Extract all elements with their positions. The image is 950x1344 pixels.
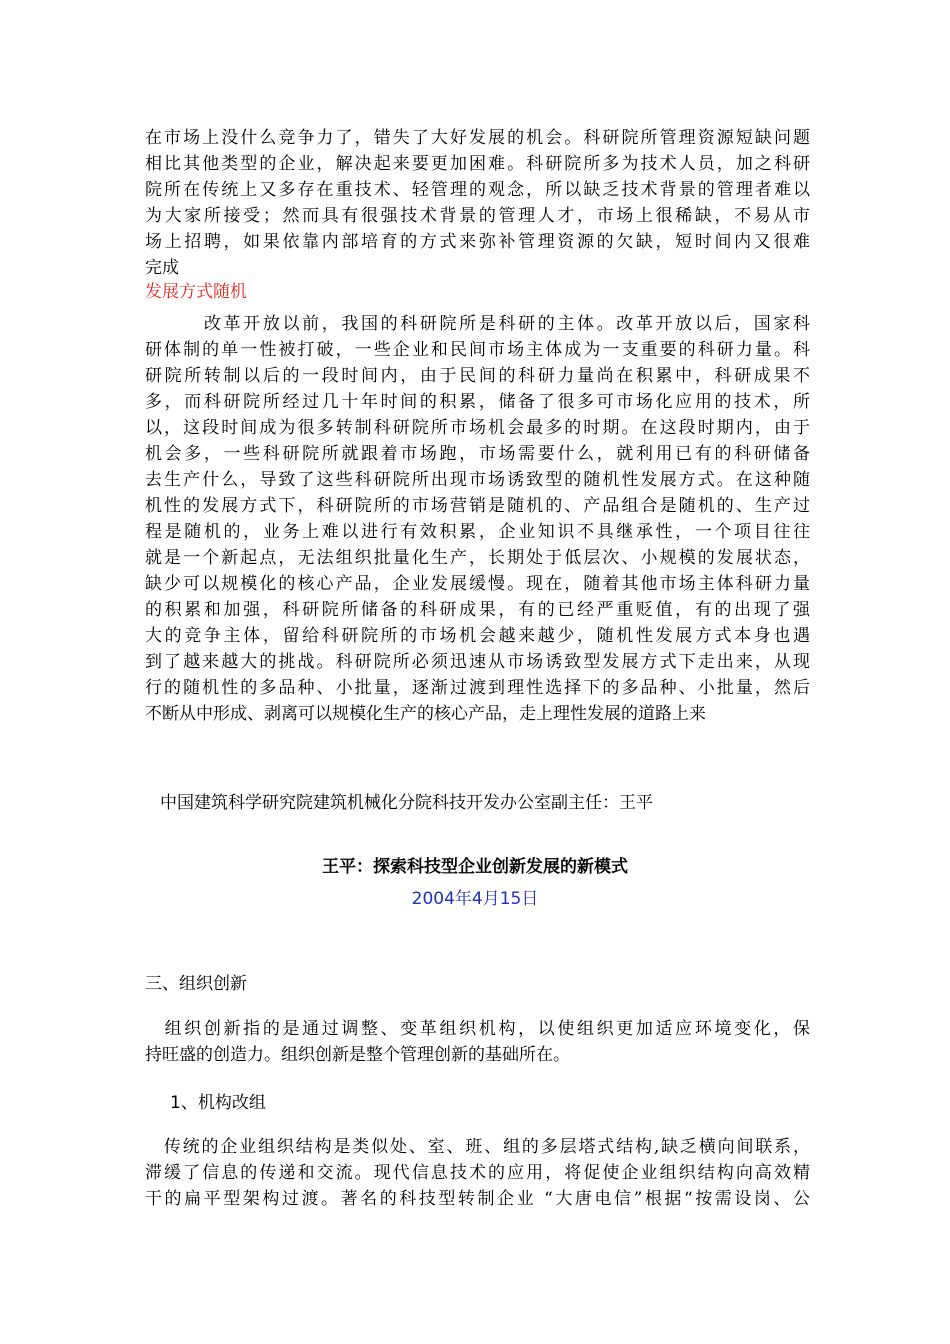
text-line: 在市场上没什么竞争力了，错失了大好发展的机会。科研院所管理资源短缺问题 bbox=[145, 128, 810, 148]
text-line: 机性的发展方式下，科研院所的市场营销是随机的、产品组合是随机的、生产过 bbox=[145, 496, 810, 516]
date-month: 4 bbox=[471, 889, 483, 909]
text-line: 不断从中形成、剥离可以规模化生产的核心产品，走上理性发展的道路上来 bbox=[145, 704, 706, 724]
section-heading-red: 发展方式随机 bbox=[145, 282, 247, 302]
paragraph-org-structure bbox=[145, 1134, 810, 1212]
paragraph-random-development bbox=[145, 311, 810, 727]
subheading-text: 、机构改组 bbox=[180, 1093, 266, 1113]
text-line: 程是随机的，业务上难以进行有效积累，企业知识不具继承性，一个项目往往 bbox=[145, 522, 810, 542]
date-day-unit: 日 bbox=[521, 889, 539, 909]
text-line: 去生产什么，导致了这些科研院所出现市场诱致型的随机性发展方式。在这种随 bbox=[145, 470, 810, 490]
section-heading-organization: 三、组织创新 bbox=[145, 974, 247, 994]
text-line: 改革开放以前，我国的科研院所是科研的主体。改革开放以后，国家科 bbox=[145, 314, 810, 334]
text-line: 机会多，一些科研院所就跟着市场跑，市场需要什么，就利用已有的科研储备 bbox=[145, 444, 810, 464]
text-line: 以，这段时间成为很多转制科研院所市场机会最多的时期。在这段时期内，由于 bbox=[145, 418, 810, 438]
text-line: 持旺盛的创造力。组织创新是整个管理创新的基础所在。 bbox=[145, 1045, 570, 1065]
text-line: 完成 bbox=[145, 258, 179, 278]
author-line: 中国建筑科学研究院建筑机械化分院科技开发办公室副主任：王平 bbox=[160, 793, 653, 813]
date-month-unit: 月 bbox=[482, 889, 500, 909]
text-line: 滞缓了信息的传递和交流。现代信息技术的应用，将促使企业组织结构向高效精 bbox=[145, 1163, 810, 1183]
text-line: 就是一个新起点，无法组织批量化生产，长期处于低层次、小规模的发展状态， bbox=[145, 548, 810, 568]
paragraph-resource-shortage bbox=[145, 125, 810, 281]
date-year-unit: 年 bbox=[454, 889, 472, 909]
date-day: 15 bbox=[499, 889, 522, 909]
article-date bbox=[0, 886, 950, 912]
subheading-number: 1 bbox=[170, 1093, 181, 1113]
text-line: 行的随机性的多品种、小批量，逐渐过渡到理性选择下的多品种、小批量，然后 bbox=[145, 678, 810, 698]
text-line: 相比其他类型的企业，解决起来要更加困难。科研院所多为技术人员，加之科研 bbox=[145, 154, 810, 174]
text-line: 大的竞争主体，留给科研院所的市场机会越来越少，随机性发展方式本身也遇 bbox=[145, 626, 810, 646]
text-line: 场上招聘，如果依靠内部培育的方式来弥补管理资源的欠缺，短时间内又很难 bbox=[145, 232, 810, 252]
text-line: 为大家所接受；然而具有很强技术背景的管理人才，市场上很稀缺，不易从市 bbox=[145, 206, 810, 226]
text-line: 研院所转制以后的一段时间内，由于民间的科研力量尚在积累中，科研成果不 bbox=[145, 366, 810, 386]
text-line: 干的扁平型架构过渡。著名的科技型转制企业 “大唐电信”根据“按需设岗、公 bbox=[145, 1189, 810, 1209]
paragraph-organization-innovation bbox=[145, 1016, 810, 1068]
text-line: 研体制的单一性被打破，一些企业和民间市场主体成为一支重要的科研力量。科 bbox=[145, 340, 810, 360]
text-line: 传统的企业组织结构是类似处、室、班、组的多层塔式结构,缺乏横向间联系， bbox=[145, 1137, 810, 1157]
subheading-restructure bbox=[170, 1090, 266, 1116]
article-title: 王平：探索科技型企业创新发展的新模式 bbox=[322, 857, 628, 877]
text-line: 的积累和加强，科研院所储备的科研成果，有的已经严重贬值，有的出现了强 bbox=[145, 600, 810, 620]
text-line: 院所在传统上又多存在重技术、轻管理的观念，所以缺乏技术背景的管理者难以 bbox=[145, 180, 810, 200]
text-line: 组织创新指的是通过调整、变革组织机构，以使组织更加适应环境变化，保 bbox=[145, 1019, 810, 1039]
text-line: 多，而科研院所经过几十年时间的积累，储备了很多可市场化应用的技术，所 bbox=[145, 392, 810, 412]
text-line: 到了越来越大的挑战。科研院所必须迅速从市场诱致型发展方式下走出来，从现 bbox=[145, 652, 810, 672]
date-year: 2004 bbox=[411, 889, 455, 909]
text-line: 缺少可以规模化的核心产品，企业发展缓慢。现在，随着其他市场主体科研力量 bbox=[145, 574, 810, 594]
